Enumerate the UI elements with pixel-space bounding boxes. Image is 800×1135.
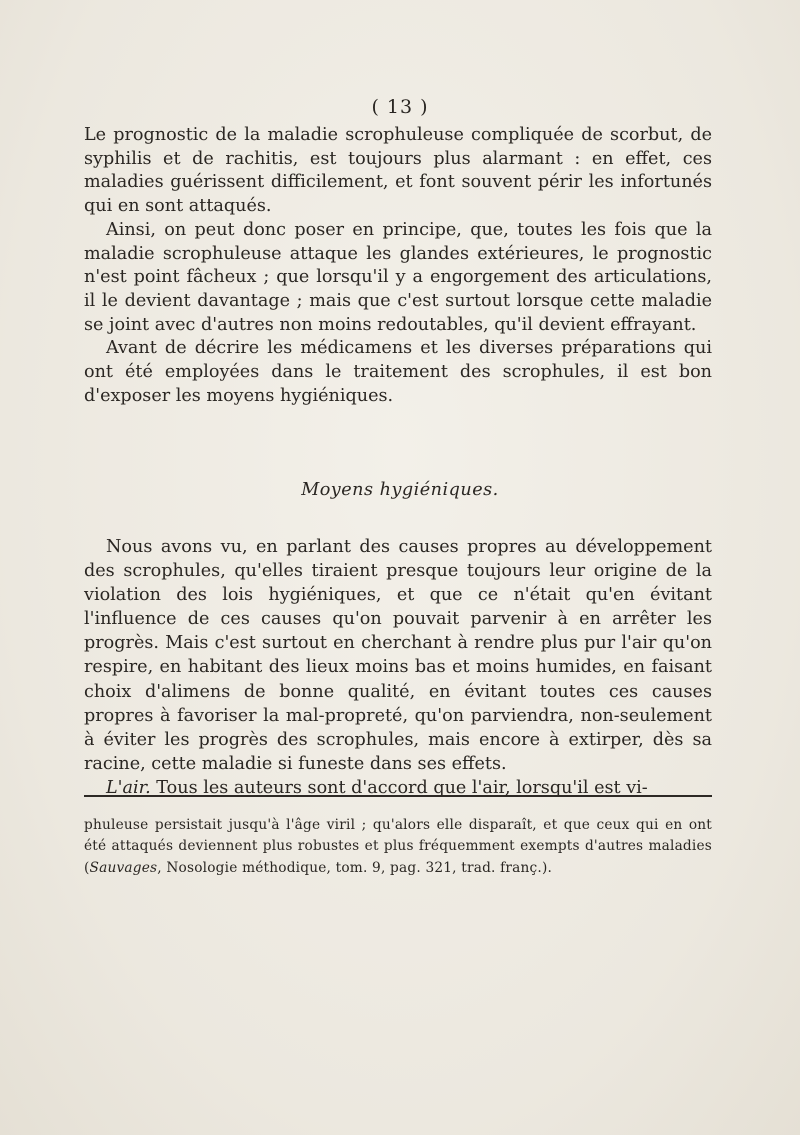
paragraph-hygienic-laws: Nous avons vu, en parlant des causes propres au développement des scrophules, qu'elles tiraient presque toujours leur origine de la violation des lois hygiéniques, et que ce n'était qu'en évitant l'influence de ces causes qu'on pouvait parvenir à en arrêter les progrès. Mais c'est surtout en cherchant à rendre plus pur l'air qu'on respire, en habitant des lieux moins bas et moins humides, en faisant choix d'alimens de bonne qualité, en évitant toutes ces causes propres à favoriser la mal-propreté, qu'on parviendra, non-seulement à éviter les progrès des scrophules, mais encore à extirper, dès sa racine, cette maladie si funeste dans ses effets. <box>84 537 712 774</box>
paragraph-before-describing: Avant de décrire les médicamens et les diverses préparations qui ont été employées dans le traitement des scrophules, il est bon d'exposer les moyens hygiéniques. <box>84 338 712 406</box>
paragraph-principle: Ainsi, on peut donc poser en principe, que, toutes les fois que la maladie scrophuleuse attaque les glandes extérieures, le prognostic n'est point fâcheux ; que lorsqu'il y a engorgement des articulations, il le devient davantage ; mais que c'est surtout lorsque cette maladie se joint avec d'autres non moins redoutables, qu'il devient effrayant. <box>84 219 712 335</box>
main-text-block <box>84 124 712 408</box>
hygienic-text-block <box>84 535 712 800</box>
footnote <box>84 815 712 879</box>
footnote-author: Sauvages <box>89 859 158 876</box>
page-number: ( 13 ) <box>371 96 429 118</box>
air-text: Tous les auteurs sont d'accord que l'air, lorsqu'il est vi- <box>150 777 648 798</box>
footnote-text-before: phuleuse persistait jusqu'à l'âge viril ; qu'alors elle disparaît, et que ceux qui en ont été attaqués deviennent plus robustes et plus fréquemment exempts d'autres maladies ( <box>84 817 712 876</box>
paragraph-prognostic-complicated: Le prognostic de la maladie scrophuleuse compliquée de scorbut, de syphilis et de rachitis, est toujours plus alarmant : en effet, ces maladies guérissent difficilement, et font souvent périr les infortunés qui en sont attaqués. <box>84 125 712 217</box>
section-heading: Moyens hygiéniques. <box>301 480 499 500</box>
footnote-text-after: , Nosologie méthodique, tom. 9, pag. 321, trad. franç.). <box>157 859 553 876</box>
air-lead: L'air. <box>106 777 151 798</box>
footnote-divider <box>84 795 712 797</box>
